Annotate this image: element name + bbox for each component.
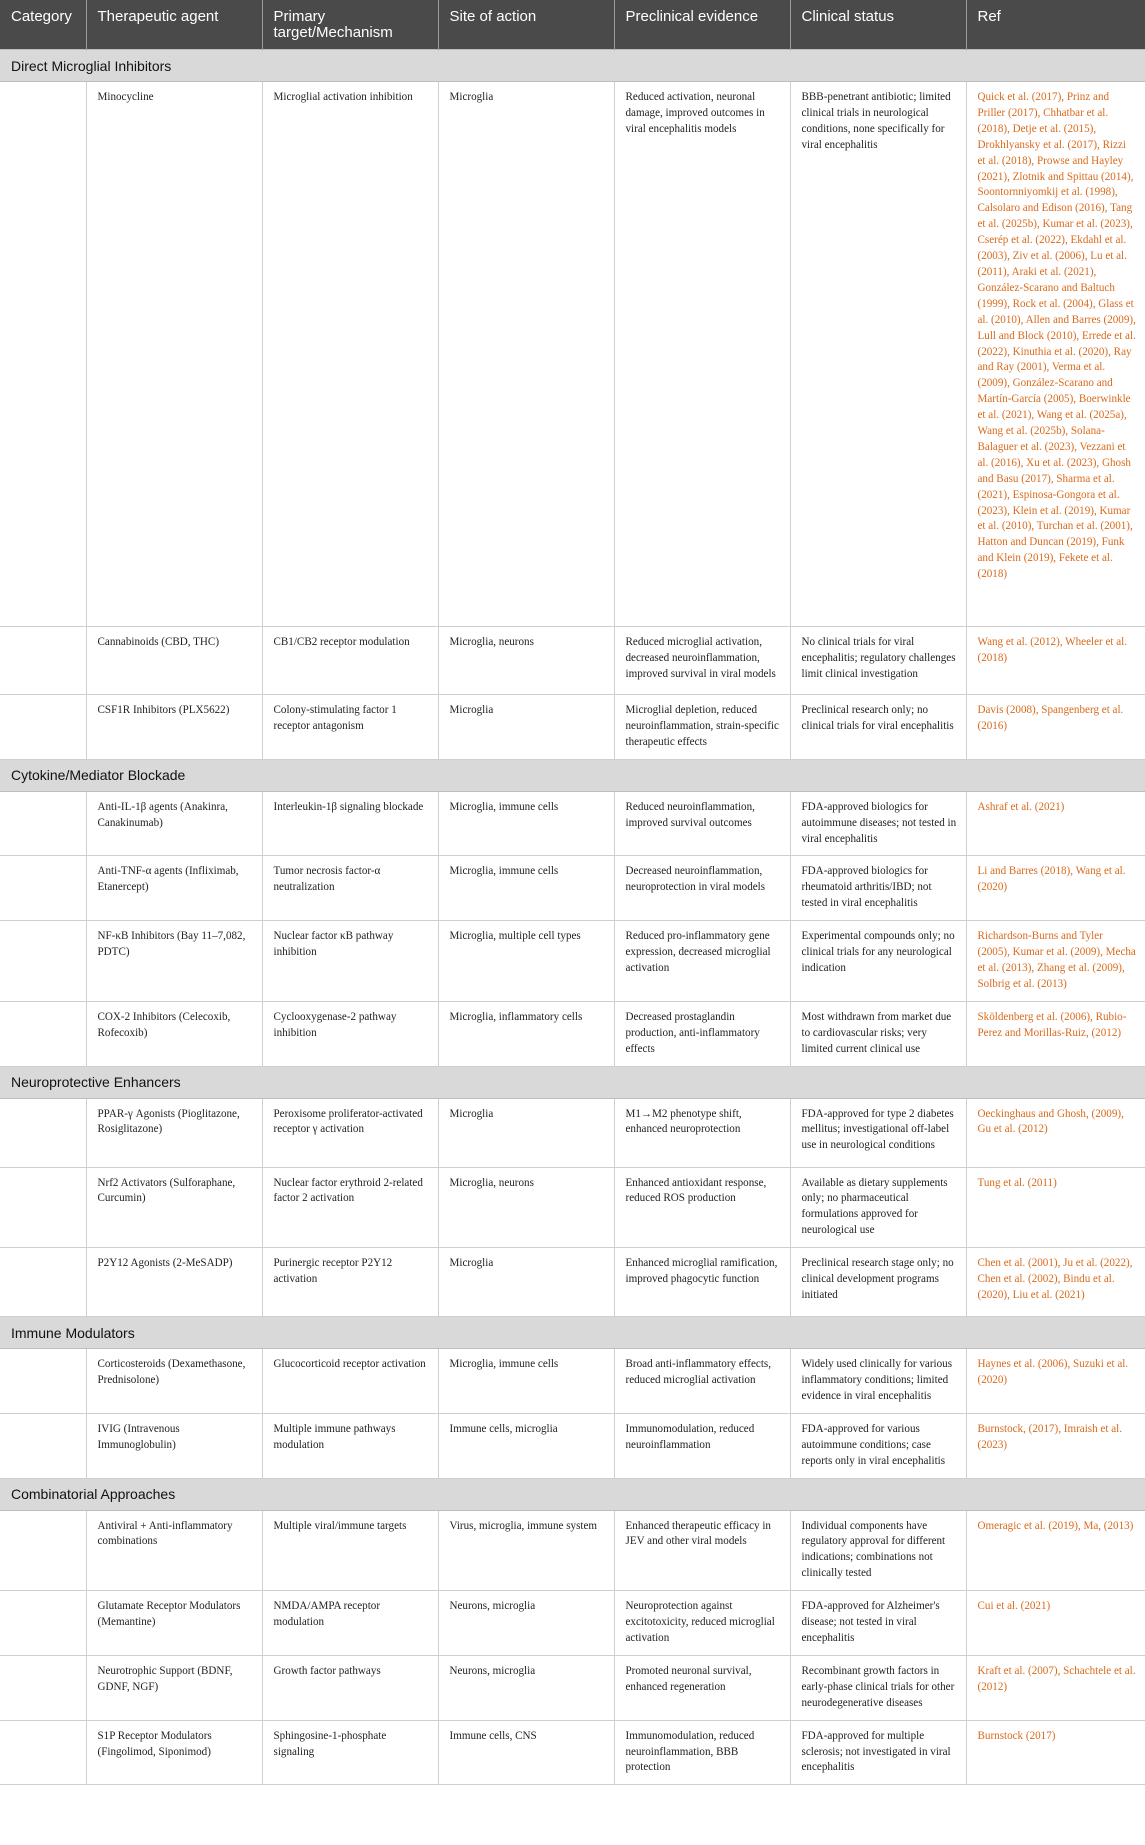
header-category: Category <box>0 0 86 50</box>
category-row <box>0 50 1145 82</box>
category-label: Immune Modulators <box>0 1317 1145 1349</box>
agent-cell: Anti-TNF-α agents (Infliximab, Etanercept) <box>86 856 262 921</box>
agent-cell: Anti-IL-1β agents (Anakinra, Canakinumab) <box>86 791 262 856</box>
category-cell <box>0 1413 86 1478</box>
agent-cell: Glutamate Receptor Modulators (Memantine) <box>86 1591 262 1656</box>
site-cell: Microglia, immune cells <box>438 1349 614 1414</box>
header-row <box>0 0 1145 50</box>
status-cell: FDA-approved biologics for autoimmune diseases; not tested in viral encephalitis <box>790 791 966 856</box>
site-cell: Microglia, inflammatory cells <box>438 1001 614 1066</box>
target-cell: Multiple immune pathways modulation <box>262 1413 438 1478</box>
site-cell: Virus, microglia, immune system <box>438 1510 614 1591</box>
status-cell: Preclinical research only; no clinical trials for viral encephalitis <box>790 695 966 760</box>
category-cell <box>0 1720 86 1785</box>
status-cell: Experimental compounds only; no clinical trials for any neurological indication <box>790 921 966 1002</box>
evidence-cell: Enhanced antioxidant response, reduced ROS production <box>614 1167 790 1248</box>
target-cell: Peroxisome proliferator-activated receptor γ activation <box>262 1098 438 1167</box>
agent-cell: Minocycline <box>86 82 262 627</box>
evidence-cell: Decreased prostaglandin production, anti-inflammatory effects <box>614 1001 790 1066</box>
table-row <box>0 695 1145 760</box>
ref-cell[interactable]: Omeragic et al. (2019), Ma, (2013) <box>966 1510 1145 1591</box>
category-cell <box>0 1655 86 1720</box>
site-cell: Immune cells, CNS <box>438 1720 614 1785</box>
table-row <box>0 1720 1145 1785</box>
agent-cell: S1P Receptor Modulators (Fingolimod, Siponimod) <box>86 1720 262 1785</box>
status-cell: Widely used clinically for various inflammatory conditions; limited evidence in viral encephalitis <box>790 1349 966 1414</box>
table-body <box>0 50 1145 1785</box>
target-cell: Colony-stimulating factor 1 receptor antagonism <box>262 695 438 760</box>
evidence-cell: Decreased neuroinflammation, neuroprotection in viral models <box>614 856 790 921</box>
category-cell <box>0 82 86 627</box>
status-cell: FDA-approved for Alzheimer's disease; not tested in viral encephalitis <box>790 1591 966 1656</box>
ref-cell[interactable]: Burnstock (2017) <box>966 1720 1145 1785</box>
agent-cell: NF-κB Inhibitors (Bay 11–7,082, PDTC) <box>86 921 262 1002</box>
site-cell: Immune cells, microglia <box>438 1413 614 1478</box>
category-label: Direct Microglial Inhibitors <box>0 50 1145 82</box>
status-cell: Most withdrawn from market due to cardiovascular risks; very limited current clinical use <box>790 1001 966 1066</box>
site-cell: Microglia, neurons <box>438 1167 614 1248</box>
category-cell <box>0 627 86 695</box>
site-cell: Microglia <box>438 1098 614 1167</box>
ref-cell[interactable]: Cui et al. (2021) <box>966 1591 1145 1656</box>
agent-cell: IVIG (Intravenous Immunoglobulin) <box>86 1413 262 1478</box>
agent-cell: Nrf2 Activators (Sulforaphane, Curcumin) <box>86 1167 262 1248</box>
category-label: Neuroprotective Enhancers <box>0 1066 1145 1098</box>
category-row <box>0 759 1145 791</box>
table-row <box>0 1098 1145 1167</box>
ref-cell[interactable]: Kraft et al. (2007), Schachtele et al. (2012) <box>966 1655 1145 1720</box>
agent-cell: Antiviral + Anti-inflammatory combinations <box>86 1510 262 1591</box>
ref-cell[interactable]: Quick et al. (2017), Prinz and Priller (2017), Chhatbar et al. (2018), Detje et al. (2015), Drokhlyansky et al. (2017), Rizzi et al. (2018), Prowse and Hayley (2021), Zlotnik and Spittau (2014), Soontornniyomkij et al. (1998), Calsolaro and Edison (2016), Tang et al. (2025b), Kumar et al. (2023), Cserép et al. (2022), Ekdahl et al. (2003), Ziv et al. (2006), Lu et al. (2011), Araki et al. (2021), González-Scarano and Baltuch (1999), Rock et al. (2004), Glass et al. (2010), Allen and Barres (2009), Lull and Block (2010), Errede et al. (2022), Kinuthia et al. (2020), Ray and Ray (2001), Verma et al. (2009), González-Scarano and Martín-García (2005), Boerwinkle et al. (2021), Wang et al. (2025a), Wang et al. (2025b), Solana-Balaguer et al. (2023), Vezzani et al. (2016), Xu et al. (2023), Ghosh and Basu (2017), Sharma et al. (2021), Espinosa-Gongora et al. (2023), Klein et al. (2019), Kumar et al. (2010), Turchan et al. (2001), Hatton and Duncan (2019), Funk and Klein (2019), Fekete et al. (2018) <box>966 82 1145 627</box>
status-cell: FDA-approved for various autoimmune conditions; case reports only in viral encephalitis <box>790 1413 966 1478</box>
header-site: Site of action <box>438 0 614 50</box>
agent-cell: Corticosteroids (Dexamethasone, Prednisolone) <box>86 1349 262 1414</box>
agent-cell: P2Y12 Agonists (2-MeSADP) <box>86 1248 262 1317</box>
category-cell <box>0 791 86 856</box>
category-cell <box>0 1591 86 1656</box>
evidence-cell: Immunomodulation, reduced neuroinflammation <box>614 1413 790 1478</box>
evidence-cell: Reduced microglial activation, decreased neuroinflammation, improved survival in viral models <box>614 627 790 695</box>
category-cell <box>0 1349 86 1414</box>
target-cell: Nuclear factor κB pathway inhibition <box>262 921 438 1002</box>
category-cell <box>0 1098 86 1167</box>
target-cell: Sphingosine-1-phosphate signaling <box>262 1720 438 1785</box>
target-cell: Interleukin-1β signaling blockade <box>262 791 438 856</box>
evidence-cell: Broad anti-inflammatory effects, reduced microglial activation <box>614 1349 790 1414</box>
target-cell: NMDA/AMPA receptor modulation <box>262 1591 438 1656</box>
category-cell <box>0 695 86 760</box>
ref-cell[interactable]: Tung et al. (2011) <box>966 1167 1145 1248</box>
header-target: Primary target/Mechanism <box>262 0 438 50</box>
target-cell: Tumor necrosis factor-α neutralization <box>262 856 438 921</box>
status-cell: Recombinant growth factors in early-phase clinical trials for other neurodegenerative diseases <box>790 1655 966 1720</box>
status-cell: Available as dietary supplements only; no pharmaceutical formulations approved for neurological use <box>790 1167 966 1248</box>
site-cell: Microglia <box>438 82 614 627</box>
agent-cell: Cannabinoids (CBD, THC) <box>86 627 262 695</box>
site-cell: Neurons, microglia <box>438 1655 614 1720</box>
target-cell: Nuclear factor erythroid 2-related factor 2 activation <box>262 1167 438 1248</box>
agent-cell: COX-2 Inhibitors (Celecoxib, Rofecoxib) <box>86 1001 262 1066</box>
table-row <box>0 921 1145 1002</box>
header-evidence: Preclinical evidence <box>614 0 790 50</box>
category-cell <box>0 921 86 1002</box>
ref-cell[interactable]: Li and Barres (2018), Wang et al. (2020) <box>966 856 1145 921</box>
site-cell: Microglia <box>438 1248 614 1317</box>
category-row <box>0 1317 1145 1349</box>
table-row <box>0 1248 1145 1317</box>
status-cell: FDA-approved biologics for rheumatoid arthritis/IBD; not tested in viral encephalitis <box>790 856 966 921</box>
category-row <box>0 1066 1145 1098</box>
evidence-cell: M1→M2 phenotype shift, enhanced neuroprotection <box>614 1098 790 1167</box>
table-row <box>0 1001 1145 1066</box>
table-row <box>0 82 1145 627</box>
agent-cell: CSF1R Inhibitors (PLX5622) <box>86 695 262 760</box>
status-cell: BBB-penetrant antibiotic; limited clinical trials in neurological conditions, none specifically for viral encephalitis <box>790 82 966 627</box>
category-cell <box>0 1510 86 1591</box>
site-cell: Microglia, immune cells <box>438 856 614 921</box>
evidence-cell: Reduced neuroinflammation, improved survival outcomes <box>614 791 790 856</box>
table-row <box>0 856 1145 921</box>
ref-cell[interactable]: Chen et al. (2001), Ju et al. (2022), Chen et al. (2002), Bindu et al. (2020), Liu et al. (2021) <box>966 1248 1145 1317</box>
category-cell <box>0 856 86 921</box>
site-cell: Microglia, multiple cell types <box>438 921 614 1002</box>
table-row <box>0 1510 1145 1591</box>
table-row <box>0 1655 1145 1720</box>
header-status: Clinical status <box>790 0 966 50</box>
status-cell: No clinical trials for viral encephalitis; regulatory challenges limit clinical investigation <box>790 627 966 695</box>
evidence-cell: Microglial depletion, reduced neuroinflammation, strain-specific therapeutic effects <box>614 695 790 760</box>
evidence-cell: Enhanced microglial ramification, improved phagocytic function <box>614 1248 790 1317</box>
target-cell: Microglial activation inhibition <box>262 82 438 627</box>
ref-cell[interactable]: Wang et al. (2012), Wheeler et al. (2018) <box>966 627 1145 695</box>
evidence-cell: Reduced pro-inflammatory gene expression, decreased microglial activation <box>614 921 790 1002</box>
ref-cell[interactable]: Richardson-Burns and Tyler (2005), Kumar et al. (2009), Mecha et al. (2013), Zhang et al. (2009), Solbrig et al. (2013) <box>966 921 1145 1002</box>
category-row <box>0 1478 1145 1510</box>
target-cell: Multiple viral/immune targets <box>262 1510 438 1591</box>
site-cell: Neurons, microglia <box>438 1591 614 1656</box>
ref-cell[interactable]: Ashraf et al. (2021) <box>966 791 1145 856</box>
table-row <box>0 791 1145 856</box>
target-cell: Growth factor pathways <box>262 1655 438 1720</box>
status-cell: FDA-approved for multiple sclerosis; not investigated in viral encephalitis <box>790 1720 966 1785</box>
ref-cell[interactable]: Haynes et al. (2006), Suzuki et al. (2020) <box>966 1349 1145 1414</box>
target-cell: CB1/CB2 receptor modulation <box>262 627 438 695</box>
evidence-cell: Neuroprotection against excitotoxicity, reduced microglial activation <box>614 1591 790 1656</box>
category-cell <box>0 1248 86 1317</box>
table-row <box>0 1591 1145 1656</box>
category-cell <box>0 1167 86 1248</box>
evidence-cell: Immunomodulation, reduced neuroinflammation, BBB protection <box>614 1720 790 1785</box>
header-agent: Therapeutic agent <box>86 0 262 50</box>
agent-cell: Neurotrophic Support (BDNF, GDNF, NGF) <box>86 1655 262 1720</box>
evidence-cell: Enhanced therapeutic efficacy in JEV and other viral models <box>614 1510 790 1591</box>
table-row <box>0 1349 1145 1414</box>
category-cell <box>0 1001 86 1066</box>
header-ref: Ref <box>966 0 1145 50</box>
site-cell: Microglia <box>438 695 614 760</box>
target-cell: Purinergic receptor P2Y12 activation <box>262 1248 438 1317</box>
ref-cell[interactable]: Oeckinghaus and Ghosh, (2009), Gu et al. (2012) <box>966 1098 1145 1167</box>
site-cell: Microglia, immune cells <box>438 791 614 856</box>
agent-cell: PPAR-γ Agonists (Pioglitazone, Rosiglitazone) <box>86 1098 262 1167</box>
ref-cell[interactable]: Sköldenberg et al. (2006), Rubio-Perez and Morillas-Ruiz, (2012) <box>966 1001 1145 1066</box>
evidence-cell: Reduced activation, neuronal damage, improved outcomes in viral encephalitis models <box>614 82 790 627</box>
target-cell: Cyclooxygenase-2 pathway inhibition <box>262 1001 438 1066</box>
ref-cell[interactable]: Burnstock, (2017), Imraish et al. (2023) <box>966 1413 1145 1478</box>
status-cell: Preclinical research stage only; no clinical development programs initiated <box>790 1248 966 1317</box>
status-cell: Individual components have regulatory approval for different indications; combinations not clinically tested <box>790 1510 966 1591</box>
category-label: Combinatorial Approaches <box>0 1478 1145 1510</box>
table-row <box>0 627 1145 695</box>
ref-cell[interactable]: Davis (2008), Spangenberg et al. (2016) <box>966 695 1145 760</box>
evidence-cell: Promoted neuronal survival, enhanced regeneration <box>614 1655 790 1720</box>
status-cell: FDA-approved for type 2 diabetes mellitus; investigational off-label use in neurological conditions <box>790 1098 966 1167</box>
target-cell: Glucocorticoid receptor activation <box>262 1349 438 1414</box>
table-row <box>0 1167 1145 1248</box>
table-row <box>0 1413 1145 1478</box>
category-label: Cytokine/Mediator Blockade <box>0 759 1145 791</box>
site-cell: Microglia, neurons <box>438 627 614 695</box>
